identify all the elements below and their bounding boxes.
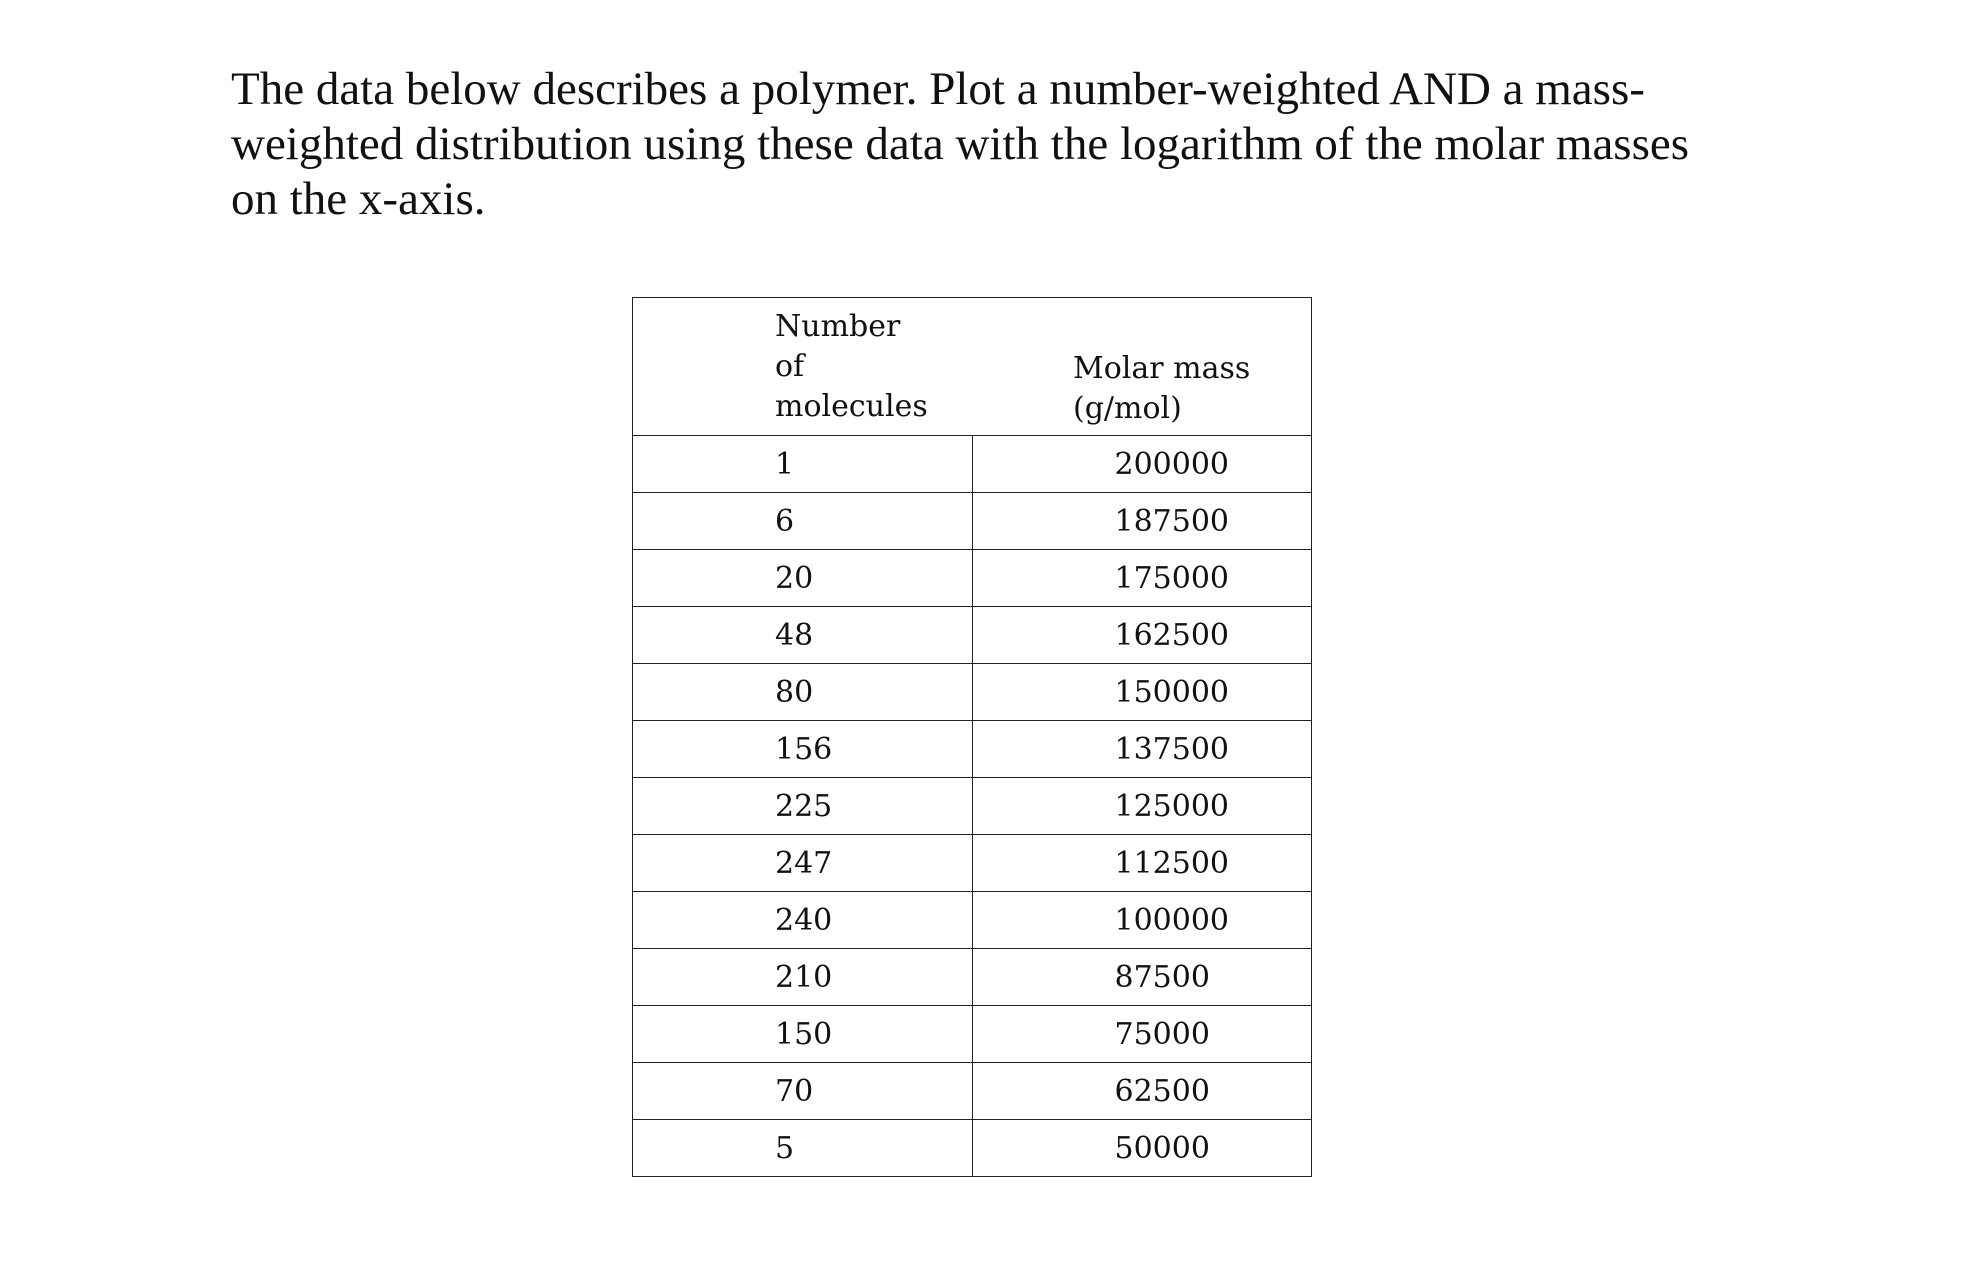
header-number-line-1: Number	[775, 309, 901, 344]
polymer-data-table-container	[632, 297, 1312, 1177]
cell-number: 6	[633, 493, 973, 550]
table-row	[633, 835, 1312, 892]
cell-molar-mass: 62500	[972, 1063, 1312, 1120]
cell-number: 247	[633, 835, 973, 892]
table-row	[633, 721, 1312, 778]
header-number-line-2: of	[775, 349, 805, 384]
cell-molar-mass: 100000	[972, 892, 1312, 949]
cell-molar-mass: 75000	[972, 1006, 1312, 1063]
cell-molar-mass: 50000	[972, 1120, 1312, 1177]
question-text	[231, 62, 1751, 227]
cell-number: 48	[633, 607, 973, 664]
cell-molar-mass: 137500	[972, 721, 1312, 778]
table-row	[633, 778, 1312, 835]
table-row	[633, 493, 1312, 550]
table-row	[633, 436, 1312, 493]
question-line-3: on the x-axis.	[231, 173, 486, 225]
table-row	[633, 949, 1312, 1006]
question-line-1: The data below describes a polymer. Plot a number-weighted AND a mass-	[231, 63, 1645, 115]
header-molar-mass	[972, 298, 1312, 436]
table-row	[633, 607, 1312, 664]
cell-number: 20	[633, 550, 973, 607]
polymer-data-table	[632, 297, 1312, 1177]
header-number-line-3: molecules	[775, 389, 928, 424]
table-header-row	[633, 298, 1312, 436]
cell-molar-mass: 125000	[972, 778, 1312, 835]
cell-molar-mass: 187500	[972, 493, 1312, 550]
table-row	[633, 1063, 1312, 1120]
table-row	[633, 550, 1312, 607]
cell-molar-mass: 175000	[972, 550, 1312, 607]
table-row	[633, 664, 1312, 721]
cell-number: 1	[633, 436, 973, 493]
table-body	[633, 436, 1312, 1177]
cell-number: 70	[633, 1063, 973, 1120]
header-mass-line-1: Molar mass	[1073, 351, 1251, 386]
cell-molar-mass: 87500	[972, 949, 1312, 1006]
cell-molar-mass: 150000	[972, 664, 1312, 721]
header-number-of-molecules	[633, 298, 973, 436]
table-row	[633, 1006, 1312, 1063]
cell-number: 5	[633, 1120, 973, 1177]
cell-molar-mass: 162500	[972, 607, 1312, 664]
table-row	[633, 892, 1312, 949]
cell-number: 156	[633, 721, 973, 778]
cell-number: 240	[633, 892, 973, 949]
question-line-2: weighted distribution using these data with the logarithm of the molar masses	[231, 118, 1690, 170]
cell-number: 150	[633, 1006, 973, 1063]
cell-molar-mass: 200000	[972, 436, 1312, 493]
cell-number: 80	[633, 664, 973, 721]
table-row	[633, 1120, 1312, 1177]
cell-molar-mass: 112500	[972, 835, 1312, 892]
cell-number: 210	[633, 949, 973, 1006]
cell-number: 225	[633, 778, 973, 835]
header-mass-line-2: (g/mol)	[1073, 391, 1182, 426]
